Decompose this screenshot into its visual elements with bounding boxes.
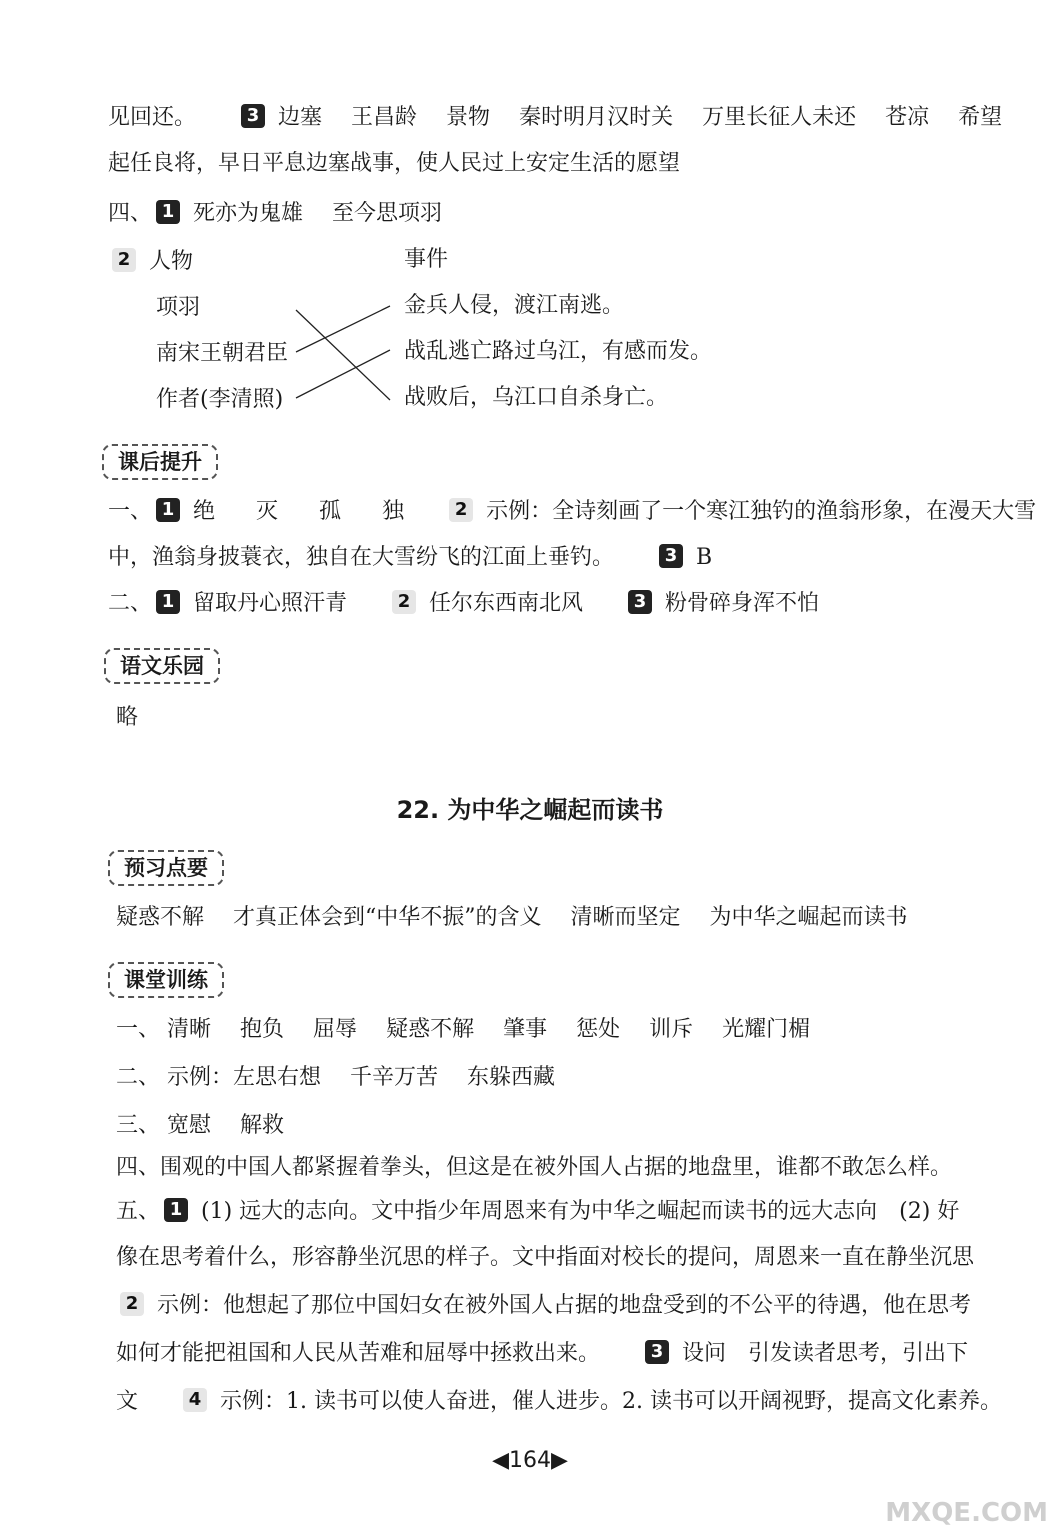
- watermark: MXQE.COM: [885, 1498, 1048, 1528]
- column-header: 事件: [404, 247, 449, 272]
- number-badge: 1: [156, 498, 180, 522]
- answer-line: 起任良将，早日平息边塞战事，使人民过上安定生活的愿望: [108, 151, 681, 176]
- text: 独: [382, 499, 405, 524]
- text: 留取丹心照汗青: [193, 591, 348, 616]
- text: 抱负: [240, 1017, 285, 1042]
- text: 示例：1. 读书可以使人奋进，催人进步。2. 读书可以开阔视野，提高文化素养。: [220, 1389, 1002, 1414]
- term: 边塞: [278, 105, 323, 130]
- number-badge: 3: [645, 1340, 669, 1364]
- text: 灭: [256, 499, 279, 524]
- answer-line: [108, 544, 712, 572]
- term: 苍凉: [885, 105, 930, 130]
- matching-right-item: 金兵人侵，渡江南逃。: [404, 293, 625, 318]
- text: 屈辱: [313, 1017, 358, 1042]
- text: 示例：他想起了那位中国妇女在被外国人占据的地盘受到的不公平的待遇，他在思考: [157, 1293, 972, 1318]
- page-number: ◀164▶: [492, 1448, 568, 1473]
- text: 中，渔翁身披蓑衣，独自在大雪纷飞的江面上垂钓。: [108, 545, 615, 570]
- number-badge: 3: [659, 544, 683, 568]
- text: 示例：全诗刻画了一个寒江独钓的渔翁形象，在漫天大雪: [486, 499, 1037, 524]
- number-badge: 1: [156, 590, 180, 614]
- column-header: 人物: [149, 249, 194, 274]
- text: 训斥: [649, 1017, 694, 1042]
- text: (1) 远大的志向。文中指少年周恩来有为中华之崛起而读书的远大志向 (2) 好: [201, 1199, 960, 1224]
- text: 为中华之崛起而读书: [709, 905, 908, 930]
- section-prefix: 一、: [108, 499, 153, 524]
- section-prefix: 四、: [108, 201, 153, 226]
- term: 秦时明月汉时关: [519, 105, 674, 130]
- text: 惩处: [576, 1017, 621, 1042]
- text: 任尔东西南北风: [429, 591, 584, 616]
- text: 绝: [193, 499, 216, 524]
- answer-line: [116, 1388, 1002, 1416]
- text: B: [696, 545, 713, 570]
- text: 东躲西藏: [467, 1065, 556, 1090]
- text: 千辛万苦: [350, 1065, 439, 1090]
- text: 疑惑不解: [116, 905, 205, 930]
- number-badge: 4: [183, 1388, 207, 1412]
- term: 万里长征人未还: [702, 105, 857, 130]
- term: 希望: [958, 105, 1003, 130]
- text: 示例：左思右想: [167, 1065, 322, 1090]
- matching-left-item: 作者(李清照): [156, 387, 284, 412]
- number-badge: 2: [449, 498, 473, 522]
- term: 景物: [446, 105, 491, 130]
- answer-line: [108, 498, 1036, 526]
- answer-line: [116, 1340, 968, 1368]
- answer-line: 像在思考着什么，形容静坐沉思的样子。文中指面对校长的提问，周恩来一直在静坐沉思: [116, 1245, 975, 1270]
- number-badge: 1: [164, 1198, 188, 1222]
- answer-line: [116, 1016, 810, 1044]
- text: 粉骨碎身浑不怕: [665, 591, 820, 616]
- match-line: [296, 350, 390, 398]
- text: 才真正体会到“中华不振”的含义: [233, 905, 542, 930]
- answer-line: [116, 1198, 959, 1226]
- section-prefix: 一、: [116, 1017, 161, 1042]
- text: 见回还。: [108, 105, 197, 130]
- number-badge: 2: [392, 590, 416, 614]
- match-line: [296, 310, 390, 400]
- text: 至今思项羽: [332, 201, 443, 226]
- match-line: [296, 306, 390, 352]
- text: 文: [116, 1389, 139, 1414]
- section-prefix: 二、: [116, 1065, 161, 1090]
- text: 如何才能把祖国和人民从苦难和屈辱中拯救出来。: [116, 1341, 601, 1366]
- number-badge: 1: [156, 200, 180, 224]
- text: 疑惑不解: [386, 1017, 475, 1042]
- answer-line: [116, 1064, 555, 1092]
- text: 设问 引发读者思考，引出下: [682, 1341, 969, 1366]
- text: 解救: [240, 1113, 285, 1138]
- text: 光耀门楣: [722, 1017, 811, 1042]
- section-tag: 语文乐园: [104, 648, 220, 684]
- number-badge: 3: [241, 104, 265, 128]
- number-badge: 3: [628, 590, 652, 614]
- matching-left-item: 项羽: [156, 295, 201, 320]
- answer-line: [116, 1112, 284, 1140]
- section-tag: 预习点要: [108, 850, 224, 886]
- answer-line: 略: [116, 705, 139, 730]
- text: 清晰: [167, 1017, 212, 1042]
- matching-right-item: 战乱逃亡路过乌江，有感而发。: [404, 339, 713, 364]
- text: 孤: [319, 499, 342, 524]
- number-badge: 2: [112, 248, 136, 272]
- answer-line: [108, 590, 819, 618]
- term: 王昌龄: [351, 105, 418, 130]
- section-prefix: 二、: [108, 591, 153, 616]
- text: 清晰而坚定: [570, 905, 681, 930]
- answer-line: [116, 904, 908, 932]
- section-tag: 课后提升: [102, 444, 218, 480]
- section-tag: 课堂训练: [108, 962, 224, 998]
- text: 宽慰: [167, 1113, 212, 1138]
- section-prefix: 三、: [116, 1113, 161, 1138]
- lesson-title: 22. 为中华之崛起而读书: [396, 796, 664, 824]
- section-prefix: 五、: [116, 1199, 161, 1224]
- matching-right-item: 战败后，乌江口自杀身亡。: [404, 385, 669, 410]
- text: 死亦为鬼雄: [193, 201, 304, 226]
- text: 肇事: [503, 1017, 548, 1042]
- answer-line: [116, 1292, 971, 1320]
- answer-line: 四、围观的中国人都紧握着拳头，但这是在被外国人占据的地盘里，谁都不敢怎么样。: [116, 1155, 953, 1180]
- number-badge: 2: [120, 1292, 144, 1316]
- matching-left-item: 南宋王朝君臣: [156, 341, 289, 366]
